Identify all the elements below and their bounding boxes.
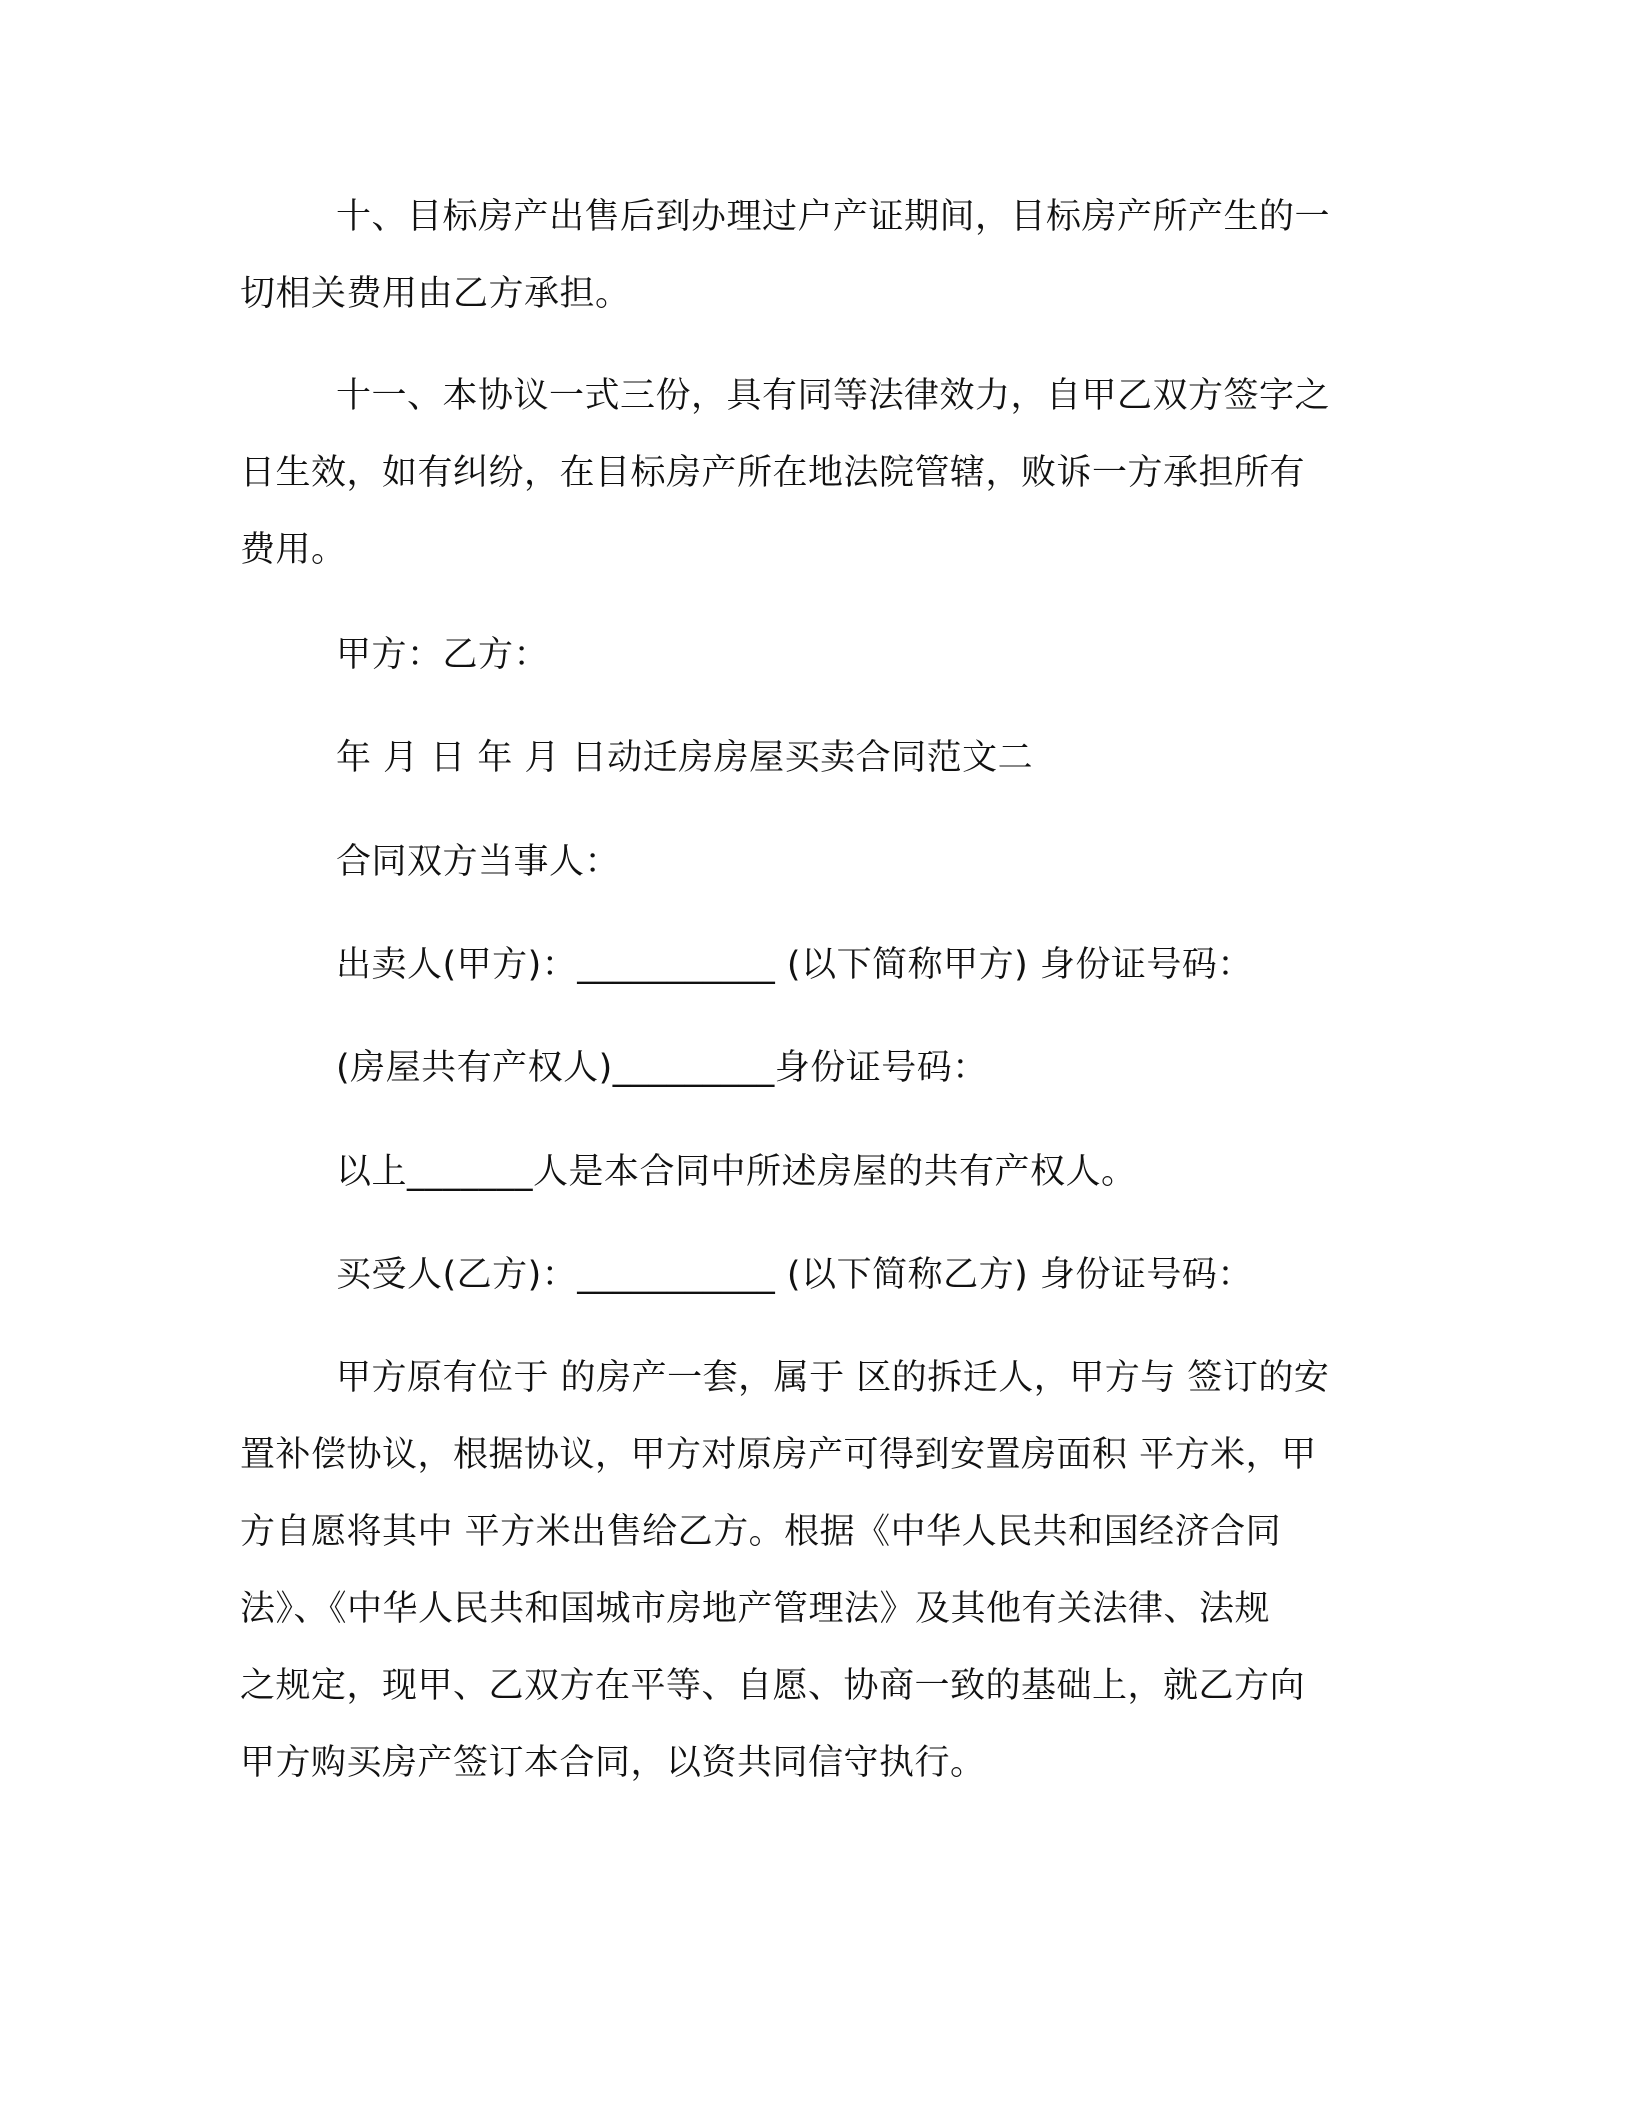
clause-10-line-1: 十、目标房产出售后到办理过户产证期间，目标房产所产生的一	[336, 197, 1331, 237]
co-owner-line: (房屋共有产权人)_________身份证号码：	[336, 1048, 988, 1088]
body-paragraph-line-2: 置补偿协议，根据协议，甲方对原房产可得到安置房面积 平方米，甲	[240, 1435, 1317, 1475]
seller-line: 出卖人(甲方)：___________ (以下简称甲方) 身份证号码：	[336, 945, 1253, 985]
body-paragraph-line-3: 方自愿将其中 平方米出售给乙方。根据《中华人民共和国经济合同	[240, 1512, 1282, 1552]
buyer-line: 买受人(乙方)：___________ (以下简称乙方) 身份证号码：	[336, 1255, 1253, 1295]
clause-11-line-3: 费用。	[240, 530, 347, 570]
co-owner-count-line: 以上_______人是本合同中所述房屋的共有产权人。	[336, 1152, 1137, 1192]
signature-line: 甲方：乙方：	[336, 635, 550, 675]
date-title-line: 年 月 日 年 月 日动迁房房屋买卖合同范文二	[336, 738, 1034, 778]
body-paragraph-line-1: 甲方原有位于 的房产一套，属于 区的拆迁人，甲方与 签订的安	[336, 1358, 1330, 1398]
parties-heading: 合同双方当事人：	[336, 842, 621, 882]
body-paragraph-line-4: 法》、《中华人民共和国城市房地产管理法》及其他有关法律、法规	[240, 1589, 1271, 1629]
clause-10-line-2: 切相关费用由乙方承担。	[240, 274, 631, 314]
clause-11-line-2: 日生效，如有纠纷，在目标房产所在地法院管辖，败诉一方承担所有	[240, 453, 1306, 493]
body-paragraph-line-6: 甲方购买房产签订本合同，以资共同信守执行。	[240, 1743, 986, 1783]
body-paragraph-line-5: 之规定，现甲、乙双方在平等、自愿、协商一致的基础上，就乙方向	[240, 1666, 1306, 1706]
clause-11-line-1: 十一、本协议一式三份，具有同等法律效力，自甲乙双方签字之	[336, 376, 1331, 416]
